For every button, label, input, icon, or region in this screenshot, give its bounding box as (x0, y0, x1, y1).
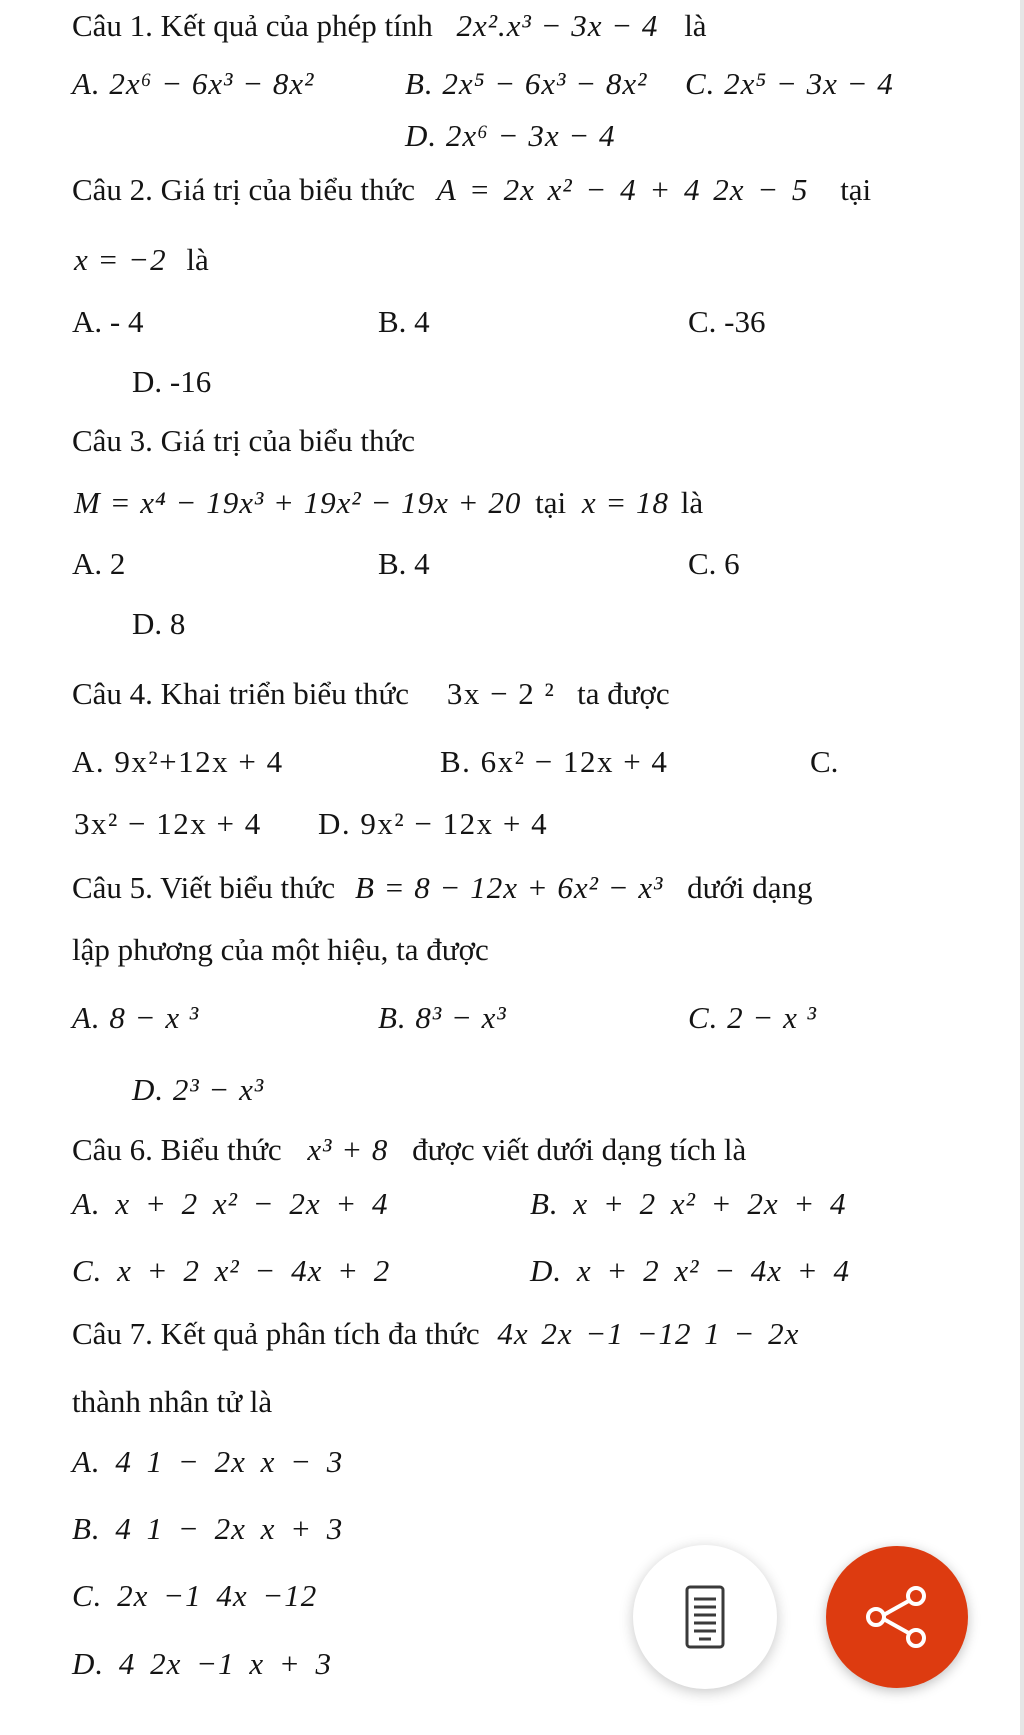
q3-option-a: A. 2 (72, 546, 126, 581)
q3-option-b: B. 4 (378, 546, 430, 581)
share-icon (860, 1580, 934, 1654)
q3-option-c: C. 6 (688, 546, 740, 581)
q7-option-c: C. 2x −1 4x −12 (72, 1578, 318, 1613)
q5-suffix: dưới dạng (687, 870, 813, 905)
q2-stem (72, 174, 871, 205)
q5-option-c: C. 2 − x ³ (688, 1000, 817, 1035)
q2-option-d: D. -16 (132, 364, 212, 399)
q7-stem (72, 1318, 799, 1349)
document-lines-icon (685, 1585, 725, 1649)
q4-stem (72, 678, 670, 709)
q4-option-a (72, 746, 284, 777)
q7-option-d: D. 4 2x −1 x + 3 (72, 1646, 332, 1681)
q2-condition-expr: x = −2 (74, 242, 167, 277)
q3-expression-line (74, 487, 703, 518)
q4-option-a-text: A. 9x²+12x + 4 (72, 744, 284, 779)
q5-stem-line2: lập phương của một hiệu, ta được (72, 932, 489, 967)
q2-option-b: B. 4 (378, 304, 430, 339)
q1-suffix: là (684, 8, 707, 43)
q1-stem (72, 10, 707, 41)
q5-stem (72, 872, 813, 903)
q4-option-d-text: D. 9x² − 12x + 4 (318, 806, 549, 841)
q2-option-a: A. - 4 (72, 304, 144, 339)
q4-suffix: ta được (577, 676, 670, 711)
q2-option-c: C. -36 (688, 304, 766, 339)
q7-stem-line2: thành nhân tử là (72, 1384, 273, 1419)
q3-suffix: là (680, 485, 704, 520)
q3-condition: x = 18 (581, 485, 670, 520)
q2-condition (74, 244, 209, 275)
q1-option-b: B. 2x⁵ − 6x³ − 8x² (405, 66, 648, 101)
q1-option-c: C. 2x⁵ − 3x − 4 (685, 66, 894, 101)
q6-label: Câu 6. Biểu thức (72, 1132, 282, 1167)
q7-option-a: A. 4 1 − 2x x − 3 (72, 1444, 344, 1479)
q5-option-d: D. 2³ − x³ (132, 1072, 265, 1107)
q3-option-d: D. 8 (132, 606, 186, 641)
q1-label: Câu 1. Kết quả của phép tính (72, 8, 433, 43)
q4-option-b (440, 746, 668, 777)
q2-label: Câu 2. Giá trị của biểu thức (72, 172, 416, 207)
q7-option-b: B. 4 1 − 2x x + 3 (72, 1511, 344, 1546)
q3-mid: tại (535, 485, 567, 520)
q5-label: Câu 5. Viết biểu thức (72, 870, 336, 905)
q6-expression: x³ + 8 (307, 1132, 389, 1167)
q4-option-c-value: 3x² − 12x + 4 (74, 806, 262, 841)
q4-expression: 3x − 2 ² (446, 676, 556, 711)
q5-option-a: A. 8 − x ³ (72, 1000, 200, 1035)
q6-stem (72, 1134, 746, 1165)
q3-expression: M = x⁴ − 19x³ + 19x² − 19x + 20 (74, 485, 522, 520)
q4-label: Câu 4. Khai triển biểu thức (72, 676, 410, 711)
q4-option-b-text: B. 6x² − 12x + 4 (440, 744, 669, 779)
q4-option-c-label: C. (810, 744, 839, 779)
q6-option-c: C. x + 2 x² − 4x + 2 (72, 1253, 391, 1288)
q6-suffix: được viết dưới dạng tích là (412, 1132, 747, 1167)
q1-option-a: A. 2x⁶ − 6x³ − 8x² (72, 66, 315, 101)
q4-option-d (318, 808, 548, 839)
q2-condition-suffix: là (186, 242, 209, 277)
q1-expression: 2x².x³ − 3x − 4 (456, 8, 659, 43)
q6-option-a: A. x + 2 x² − 2x + 4 (72, 1186, 389, 1221)
q3-stem: Câu 3. Giá trị của biểu thức (72, 423, 416, 458)
q5-option-b: B. 8³ − x³ (378, 1000, 507, 1035)
q1-option-d: D. 2x⁶ − 3x − 4 (405, 118, 616, 153)
q5-expression: B = 8 − 12x + 6x² − x³ (354, 870, 664, 905)
document-view-button[interactable] (633, 1545, 777, 1689)
q6-option-d: D. x + 2 x² − 4x + 4 (530, 1253, 850, 1288)
q6-option-b: B. x + 2 x² + 2x + 4 (530, 1186, 847, 1221)
share-button[interactable] (826, 1546, 968, 1688)
q7-label: Câu 7. Kết quả phân tích đa thức (72, 1316, 480, 1351)
q2-suffix: tại (840, 172, 872, 207)
scroll-edge (1020, 0, 1024, 1735)
q7-expression: 4x 2x −1 −12 1 − 2x (497, 1316, 800, 1351)
q2-expression: A = 2x x² − 4 + 4 2x − 5 (436, 172, 809, 207)
